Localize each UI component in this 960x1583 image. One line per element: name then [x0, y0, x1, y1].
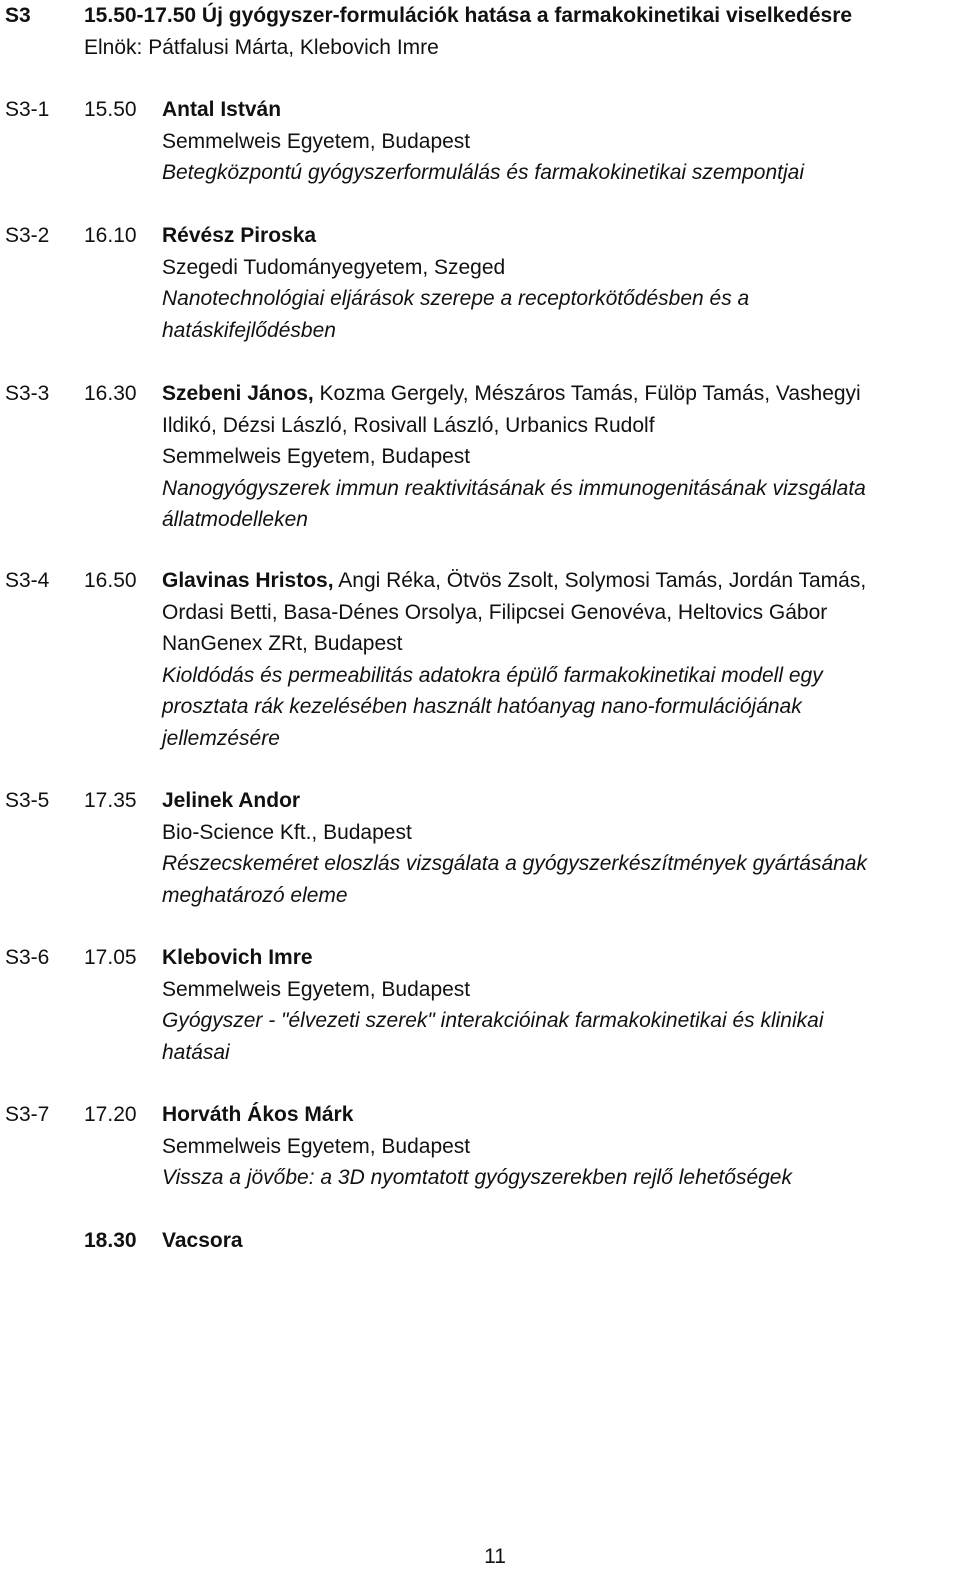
dinner-label: Vacsora [162, 1229, 243, 1252]
talk-title-line: hatáskifejlődésben [162, 318, 336, 342]
talk-coauthors: Kozma Gergely, Mészáros Tamás, Fülöp Tamás, Vashegyi [313, 382, 861, 405]
talk-body [162, 378, 957, 536]
talk-title-line: meghatározó eleme [162, 883, 348, 907]
session-chairs: Elnök: Pátfalusi Márta, Klebovich Imre [84, 35, 439, 59]
talk-title-line: Vissza a jövőbe: a 3D nyomtatott gyógyszerekben rejlő lehetőségek [162, 1166, 792, 1189]
session-title: 15.50-17.50 Új gyógyszer-formulációk hatása a farmakokinetikai viselkedésre [84, 4, 853, 27]
talk-authors-line [162, 378, 957, 410]
talk-body [162, 565, 957, 754]
talk-time: 16.50 [84, 569, 137, 592]
talk-coauthors-line: Ildikó, Dézsi László, Rosivall László, Urbanics Rudolf [162, 413, 655, 437]
talk-title-line: állatmodelleken [162, 508, 308, 531]
talk-lead-author: Jelinek Andor [162, 789, 301, 812]
talk-affiliation: Semmelweis Egyetem, Budapest [162, 129, 471, 153]
talk-coauthors-line: Ordasi Betti, Basa-Dénes Orsolya, Filipcsei Genovéva, Heltovics Gábor [162, 600, 828, 624]
talk-code: S3-6 [5, 946, 50, 969]
talk-title-line: Betegközpontú gyógyszerformulálás és farmakokinetikai szempontjai [162, 161, 804, 184]
talk-affiliation: Bio-Science Kft., Budapest [162, 820, 412, 844]
talk-affiliation: Semmelweis Egyetem, Budapest [162, 1134, 471, 1158]
talk-code: S3-4 [5, 569, 50, 592]
talk-title-line: hatásai [162, 1040, 230, 1064]
talk-code: S3-3 [5, 382, 50, 405]
page-number: 11 [484, 1545, 506, 1568]
talk-time: 16.30 [84, 382, 137, 405]
talk-affiliation: Szegedi Tudományegyetem, Szeged [162, 255, 506, 279]
talk-lead-author: Horváth Ákos Márk [162, 1103, 354, 1126]
talk-title-line: Részecskeméret eloszlás vizsgálata a gyógyszerkészítmények gyártásának [162, 852, 867, 875]
dinner-time: 18.30 [84, 1229, 137, 1252]
talk-time: 15.50 [84, 98, 137, 121]
talk-lead-author: Glavinas Hristos, [162, 569, 334, 592]
talk-title-line: Gyógyszer - "élvezeti szerek" interakcióinak farmakokinetikai és klinikai [162, 1009, 824, 1032]
talk-title-line: Kioldódás és permeabilitás adatokra épülő farmakokinetikai modell egy [162, 663, 823, 687]
talk-body [162, 220, 957, 346]
talk-coauthors: Angi Réka, Ötvös Zsolt, Solymosi Tamás, Jordán Tamás, [333, 569, 867, 592]
talk-affiliation: Semmelweis Egyetem, Budapest [162, 977, 471, 1001]
talk-code: S3-2 [5, 224, 50, 247]
talk-title-line: Nanogyógyszerek immun reaktivitásának és immunogenitásának vizsgálata [162, 476, 866, 500]
dinner-body [162, 1225, 957, 1257]
talk-lead-author: Klebovich Imre [162, 946, 313, 969]
talk-affiliation: Semmelweis Egyetem, Budapest [162, 445, 471, 468]
talk-title-line: Nanotechnológiai eljárások szerepe a receptorkötődésben és a [162, 287, 750, 310]
talk-code: S3-5 [5, 789, 50, 812]
talk-affiliation: NanGenex ZRt, Budapest [162, 632, 403, 655]
talk-lead-author: Szebeni János, [162, 382, 314, 405]
talk-lead-author: Antal István [162, 98, 282, 121]
session-code: S3 [5, 4, 31, 27]
talk-body [162, 785, 957, 911]
talk-time: 16.10 [84, 224, 137, 247]
talk-time: 17.35 [84, 789, 137, 812]
talk-title-line: jellemzésére [162, 726, 280, 750]
talk-lead-author: Révész Piroska [162, 224, 317, 247]
talk-time: 17.20 [84, 1103, 137, 1126]
talk-time: 17.05 [84, 946, 137, 969]
talk-title-line: prosztata rák kezelésében használt hatóanyag nano-formulációjának [162, 695, 802, 718]
talk-authors-line [162, 565, 957, 597]
talk-body [162, 942, 957, 1068]
talk-code: S3-7 [5, 1103, 50, 1126]
talk-body [162, 94, 957, 189]
talk-body [162, 1099, 957, 1194]
talk-code: S3-1 [5, 98, 50, 121]
